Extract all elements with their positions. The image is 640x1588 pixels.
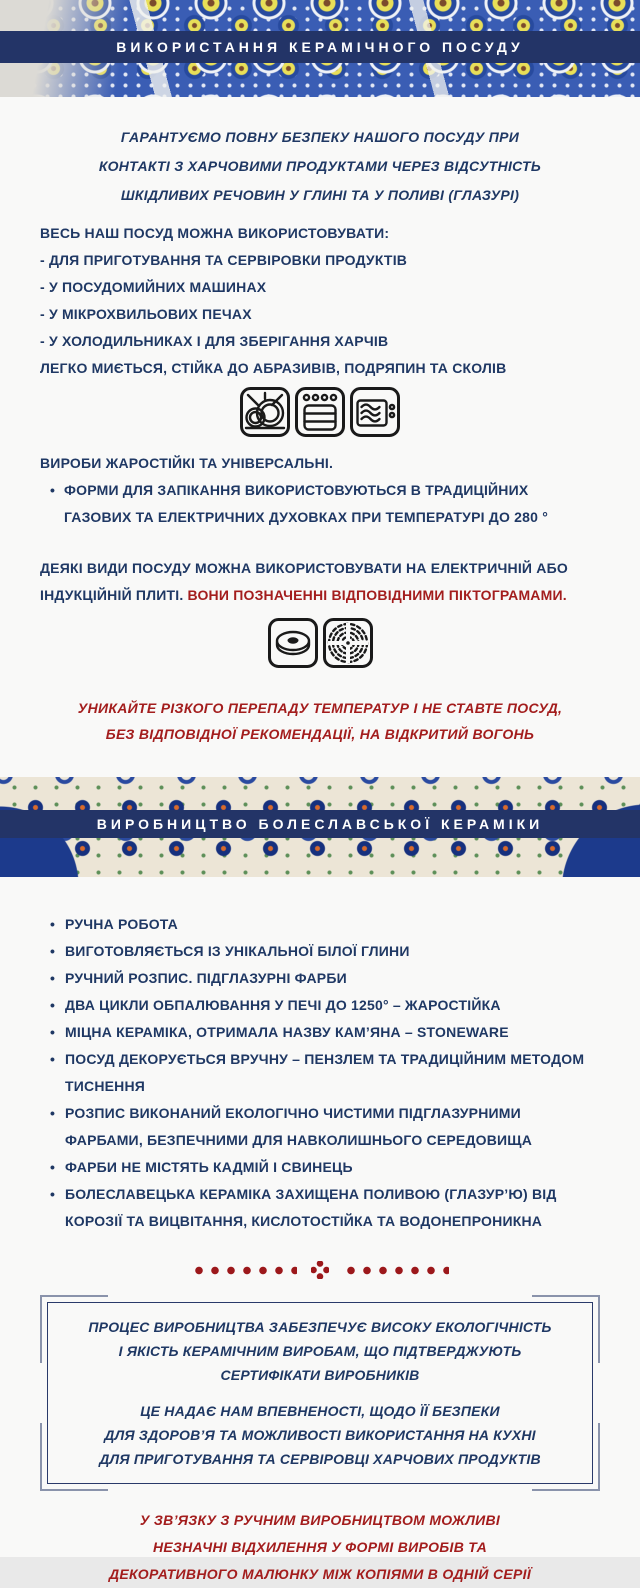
heat-heading: ВИРОБИ ЖАРОСТІЙКІ ТА УНІВЕРСАЛЬНІ. — [40, 455, 334, 471]
safety-intro-line: КОНТАКТІ З ХАРЧОВИМИ ПРОДУКТАМИ ЧЕРЕЗ ВІДСУТНІСТЬ — [98, 158, 542, 174]
safety-intro — [40, 123, 600, 210]
stove-icons-row — [0, 617, 640, 669]
handmade-variation-line: НЕЗНАЧНІ ВІДХИЛЕННЯ У ФОРМІ ВИРОБІВ ТА — [152, 1539, 488, 1555]
usage-item: - У ХОЛОДИЛЬНИКАХ І ДЛЯ ЗБЕРІГАННЯ ХАРЧІВ — [40, 333, 389, 349]
handmade-variation-line: У ЗВ’ЯЗКУ З РУЧНИМ ВИРОБНИЦТВОМ МОЖЛИВІ — [139, 1512, 501, 1528]
usage-item: - У МІКРОХВИЛЬОВИХ ПЕЧАХ — [40, 306, 252, 322]
production-feature: • РОЗПИС ВИКОНАНИЙ ЕКОЛОГІЧНО ЧИСТИМИ ПІДГЛАЗУРНИМИ ФАРБАМИ, БЕЗПЕЧНИМИ ДЛЯ НАВКОЛИШНЬОГО СЕРЕДОВИЩА — [40, 1100, 600, 1154]
handmade-variation-note — [30, 1507, 610, 1588]
usage-item: - ДЛЯ ПРИГОТУВАННЯ ТА СЕРВІРОВКИ ПРОДУКТІВ — [40, 252, 408, 268]
stove-text-highlight: ВОНИ ПОЗНАЧЕННІ ВІДПОВІДНИМИ ПІКТОГРАМАМИ. — [187, 587, 567, 603]
production-banner — [0, 810, 640, 838]
quote-line: ЦЕ НАДАЄ НАМ ВПЕВНЕНОСТІ, ЩОДО ЇЇ БЕЗПЕКИ — [140, 1403, 500, 1419]
production-feature: • ФАРБИ НЕ МІСТЯТЬ КАДМІЙ І СВИНЕЦЬ — [40, 1154, 600, 1181]
usage-heading: ВЕСЬ НАШ ПОСУД МОЖНА ВИКОРИСТОВУВАТИ: — [40, 225, 390, 241]
quote-line: І ЯКІСТЬ КЕРАМІЧНИМ ВИРОБАМ, ЩО ПІДТВЕРДЖУЮТЬ — [118, 1343, 522, 1359]
divider-dots-left — [191, 1266, 297, 1275]
divider-dots-right — [343, 1266, 449, 1275]
temperature-warning-line: УНИКАЙТЕ РІЗКОГО ПЕРЕПАДУ ТЕМПЕРАТУР І НЕ СТАВТЕ ПОСУД, — [77, 700, 563, 716]
production-feature: • РУЧНИЙ РОЗПИС. ПІДГЛАЗУРНІ ФАРБИ — [40, 965, 600, 992]
pottery-photo-top — [0, 0, 640, 97]
induction-stove-icon — [322, 617, 374, 669]
safety-intro-line: ШКІДЛИВИХ РЕЧОВИН У ГЛИНІ ТА У ПОЛИВІ (ГЛАЗУРІ) — [120, 187, 520, 203]
care-icons-row — [0, 386, 640, 438]
heat-resistant-block — [40, 450, 600, 531]
easy-clean-text: ЛЕГКО МИЄТЬСЯ, СТІЙКА ДО АБРАЗИВІВ, ПОДРЯПИН ТА СКОЛІВ — [40, 360, 507, 376]
frame-corner — [40, 1295, 108, 1363]
safety-intro-line: ГАРАНТУЄМО ПОВНУ БЕЗПЕКУ НАШОГО ПОСУДУ ПРИ — [120, 129, 520, 145]
stove-paragraph — [40, 555, 600, 609]
quote-line: ДЛЯ ПРИГОТУВАННЯ ТА СЕРВІРОВЦІ ХАРЧОВИХ ПРОДУКТІВ — [99, 1451, 541, 1467]
usage-banner-title: ВИКОРИСТАННЯ КЕРАМІЧНОГО ПОСУДУ — [116, 39, 524, 55]
usage-item: - У ПОСУДОМИЙНИХ МАШИНАХ — [40, 279, 267, 295]
microwave-safe-icon — [349, 386, 401, 438]
usage-list — [40, 220, 600, 382]
quote-paragraph-1 — [66, 1315, 574, 1387]
production-feature: • МІЦНА КЕРАМІКА, ОТРИМАЛА НАЗВУ КАМ’ЯНА – STONEWARE — [40, 1019, 600, 1046]
temperature-warning-line: БЕЗ ВІДПОВІДНОЇ РЕКОМЕНДАЦІЇ, НА ВІДКРИТИЙ ВОГОНЬ — [105, 726, 535, 742]
quote-line: ДЛЯ ЗДОРОВ’Я ТА МОЖЛИВОСТІ ВИКОРИСТАННЯ НА КУХНІ — [104, 1427, 536, 1443]
pottery-photo-production — [0, 777, 640, 877]
quote-line: СЕРТИФІКАТИ ВИРОБНИКІВ — [220, 1367, 420, 1383]
temperature-warning — [30, 695, 610, 747]
quote-line: ПРОЦЕС ВИРОБНИЦТВА ЗАБЕЗПЕЧУЄ ВИСОКУ ЕКОЛОГІЧНІСТЬ — [88, 1319, 552, 1335]
dishwasher-safe-icon — [239, 386, 291, 438]
frame-corner — [532, 1295, 600, 1363]
production-feature: • ДВА ЦИКЛИ ОБПАЛЮВАННЯ У ПЕЧІ ДО 1250° – ЖАРОСТІЙКА — [40, 992, 600, 1019]
certificate-quote-box — [40, 1295, 600, 1491]
divider-ornament-icon — [311, 1261, 329, 1279]
heat-bullet: • ФОРМИ ДЛЯ ЗАПІКАННЯ ВИКОРИСТОВУЮТЬСЯ В ТРАДИЦІЙНИХ ГАЗОВИХ ТА ЕЛЕКТРИЧНИХ ДУХОВКАХ ПРИ ТЕМПЕРАТУРІ ДО 280 ° — [40, 477, 600, 531]
frame-corner — [40, 1423, 108, 1491]
production-feature-list — [40, 911, 600, 1235]
production-feature: • ПОСУД ДЕКОРУЄТЬСЯ ВРУЧНУ – ПЕНЗЛЕМ ТА ТРАДИЦІЙНИМ МЕТОДОМ ТИСНЕННЯ — [40, 1046, 600, 1100]
production-banner-title: ВИРОБНИЦТВО БОЛЕСЛАВСЬКОЇ КЕРАМІКИ — [96, 816, 544, 832]
production-feature: • БОЛЕСЛАВЕЦЬКА КЕРАМІКА ЗАХИЩЕНА ПОЛИВОЮ (ГЛАЗУР’Ю) ВІД КОРОЗІЇ ТА ВИЦВІТАННЯ, КИСЛОТОСТІЙКА ТА ВОДОНЕПРОНИКНА — [40, 1181, 600, 1235]
dotted-divider — [0, 1261, 640, 1279]
frame-corner — [532, 1423, 600, 1491]
stove-text: ДЕЯКІ ВИДИ ПОСУДУ МОЖНА ВИКОРИСТОВУВАТИ НА ЕЛЕКТРИЧНІЙ АБО ІНДУКЦІЙНІЙ ПЛИТІ. — [40, 560, 568, 603]
quote-paragraph-2 — [66, 1399, 574, 1471]
oven-safe-icon — [294, 386, 346, 438]
production-feature: • ВИГОТОВЛЯЄТЬСЯ ІЗ УНІКАЛЬНОЇ БІЛОЇ ГЛИНИ — [40, 938, 600, 965]
electric-stove-icon — [267, 617, 319, 669]
usage-banner — [0, 31, 640, 63]
handmade-variation-line: ДЕКОРАТИВНОГО МАЛЮНКУ МІЖ КОПІЯМИ В ОДНІЙ СЕРІЇ — [108, 1566, 532, 1582]
production-feature: • РУЧНА РОБОТА — [40, 911, 600, 938]
